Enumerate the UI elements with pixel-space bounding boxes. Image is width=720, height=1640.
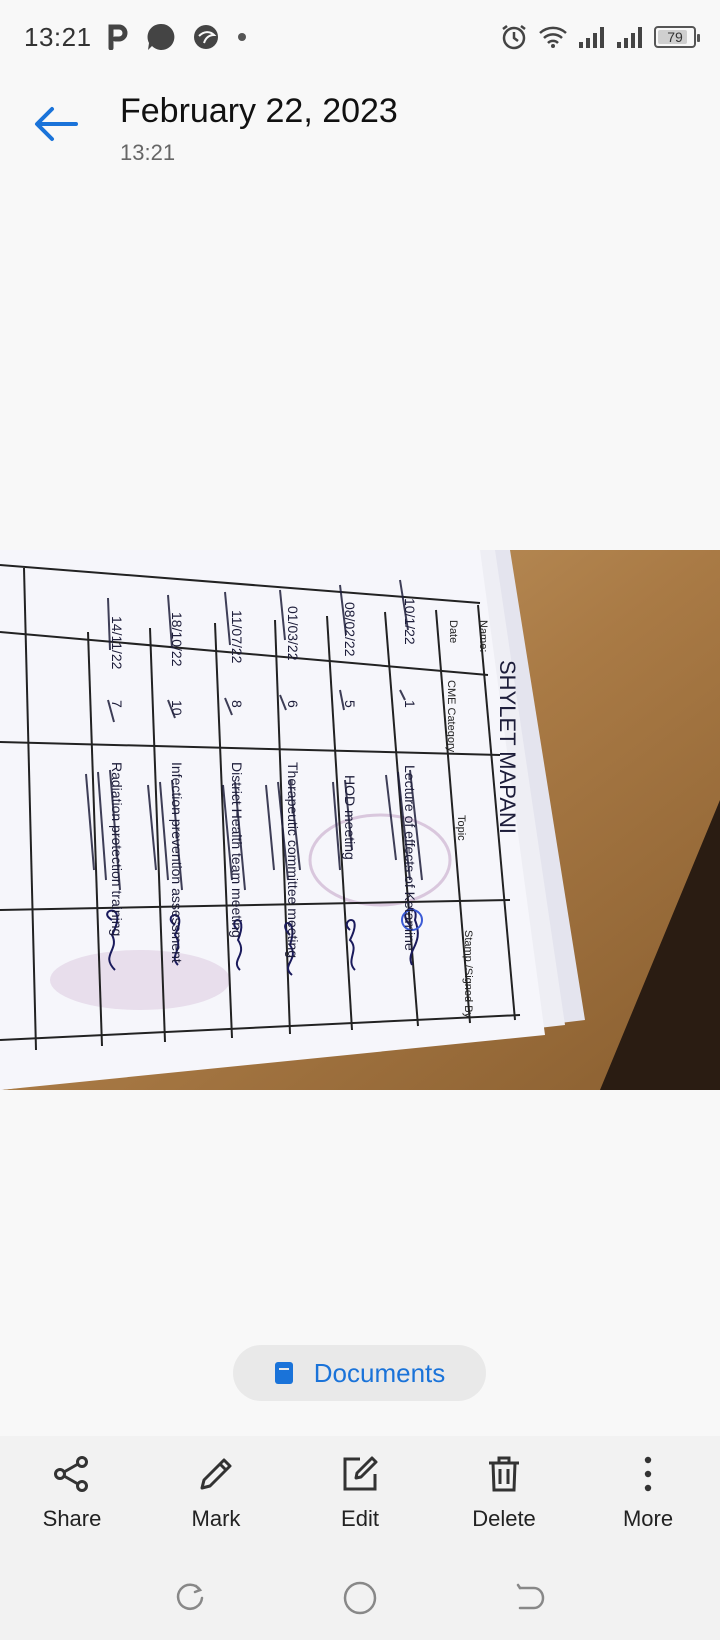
notification-dot-icon: [236, 31, 248, 43]
edit-button[interactable]: [300, 1454, 420, 1556]
more-button[interactable]: [588, 1454, 708, 1556]
row-1-date: 10/1/22: [402, 598, 418, 645]
share-button[interactable]: [12, 1454, 132, 1556]
photo-time-subtitle: 13:21: [120, 140, 176, 165]
back-nav-button[interactable]: [510, 1578, 550, 1618]
documents-chip-label: Documents: [313, 1357, 446, 1388]
column-header-stamp: Stamp /Signed By: [462, 930, 474, 1019]
mark-label: Mark: [191, 1506, 241, 1531]
recents-button[interactable]: [170, 1578, 210, 1618]
back-button[interactable]: [28, 96, 84, 152]
system-nav-bar: [0, 1556, 720, 1640]
row-4-date: 11/07/22: [229, 610, 245, 664]
row-4-topic: District Health team meeting: [229, 762, 245, 938]
more-label: More: [622, 1506, 674, 1531]
row-2-topic: HOD meeting: [342, 775, 358, 860]
row-2-date: 08/02/22: [342, 602, 358, 657]
name-label: Name:: [477, 620, 489, 653]
home-icon: [342, 1580, 378, 1616]
system-status-icons: [500, 23, 696, 51]
faint-stamp: [50, 950, 230, 1010]
column-header-category: CME Category: [445, 680, 457, 753]
row-2-category: 5: [342, 700, 358, 708]
chat-bubble-icon: [146, 22, 176, 52]
more-vertical-icon: [628, 1454, 668, 1494]
mark-button[interactable]: [156, 1454, 276, 1556]
row-4-category: 8: [229, 700, 245, 708]
wifi-icon: [538, 25, 568, 49]
document-icon: [274, 1361, 294, 1385]
row-5-category: 10: [169, 700, 185, 716]
row-1-topic: Lecture of effects of Ketamine: [402, 765, 418, 951]
bird-app-icon: [192, 23, 220, 51]
recents-icon: [174, 1582, 206, 1614]
edit-icon: [340, 1454, 380, 1494]
status-bar: [0, 0, 720, 74]
signal-icon: [578, 25, 606, 49]
signal-icon: [616, 25, 644, 49]
parking-app-icon: [108, 24, 130, 50]
row-5-date: 18/10/22: [169, 612, 185, 667]
row-3-category: 6: [285, 700, 301, 708]
photo-canvas: [0, 550, 720, 1090]
delete-label: Delete: [472, 1506, 536, 1531]
status-time: 13:21: [24, 21, 92, 52]
column-header-date: Date: [447, 620, 459, 644]
column-header-topic: Topic: [455, 815, 467, 841]
photo-header: [0, 84, 720, 174]
row-6-date: 14/11/22: [109, 616, 125, 670]
share-label: Share: [42, 1506, 102, 1531]
trash-icon: [484, 1454, 524, 1494]
documents-chip[interactable]: [233, 1345, 486, 1401]
photo-date-title: February 22, 2023: [120, 92, 398, 130]
name-value: SHYLET MAPANI: [495, 660, 520, 835]
delete-button[interactable]: [444, 1454, 564, 1556]
pencil-icon: [196, 1454, 236, 1494]
back-icon: [514, 1582, 546, 1614]
photo-image[interactable]: [0, 550, 720, 1090]
action-toolbar: [0, 1436, 720, 1556]
battery-level: 79: [667, 29, 683, 45]
notification-icons: [108, 22, 248, 52]
row-3-topic: Therapeutic committee meeting: [285, 762, 301, 959]
home-button[interactable]: [340, 1578, 380, 1618]
share-icon: [52, 1454, 92, 1494]
row-3-date: 01/03/22: [285, 606, 301, 661]
back-arrow-icon: [34, 106, 78, 142]
edit-label: Edit: [341, 1506, 379, 1531]
row-1-category: 1: [402, 700, 418, 708]
row-6-category: 7: [109, 700, 125, 708]
row-6-topic: Radiation protection training: [109, 762, 125, 937]
battery-icon: [654, 26, 696, 48]
row-5-topic: Infection prevention assessment: [169, 762, 185, 963]
alarm-icon: [500, 23, 528, 51]
